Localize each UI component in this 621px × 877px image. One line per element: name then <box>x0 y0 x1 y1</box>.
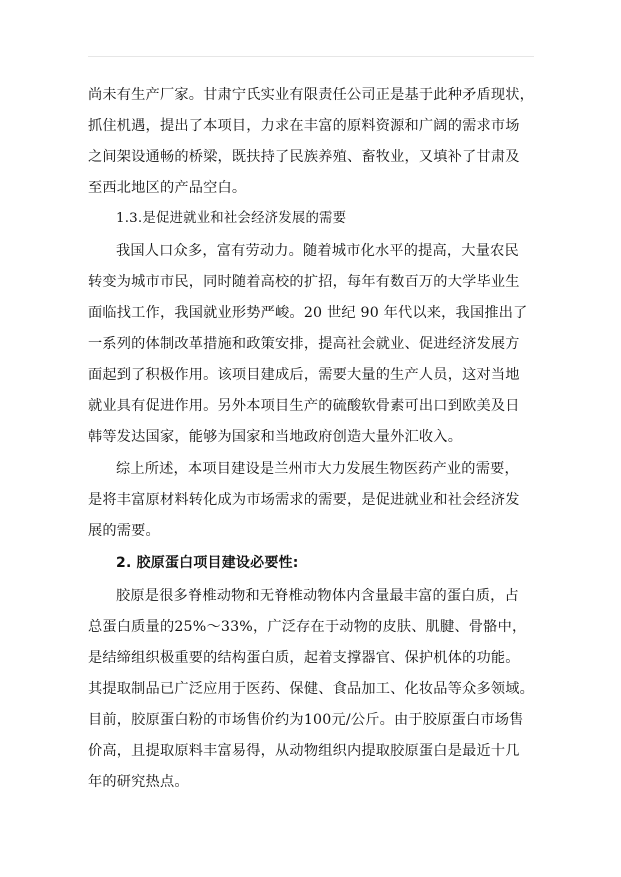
paragraph-line: 其提取制品已广泛应用于医药、保健、食品加工、化妆品等众多领域。 <box>88 681 535 697</box>
paragraph-line: 目前，胶原蛋白粉的市场售价约为100元/公斤。由于胶原蛋白市场售 <box>88 712 524 728</box>
paragraph-line: 面临找工作，我国就业形势严峻。20 世纪 90 年代以来，我国推出了 <box>88 305 528 321</box>
paragraph-line: 展的需要。 <box>88 523 160 539</box>
paragraph-line: 总蛋白质量的25%～33%，广泛存在于动物的皮肤、肌腱、骨骼中， <box>88 619 527 635</box>
paragraph-line: 面起到了积极作用。该项目建成后，需要大量的生产人员，这对当地 <box>88 367 520 383</box>
paragraph-line: 是结缔组织极重要的结构蛋白质，起着支撑器官、保护机体的功能。 <box>88 650 520 666</box>
paragraph-line: 韩等发达国家，能够为国家和当地政府创造大量外汇收入。 <box>88 429 463 445</box>
paragraph-line: 价高，且提取原料丰富易得，从动物组织内提取胶原蛋白是最近十几 <box>88 743 520 759</box>
paragraph-line: 年的研究热点。 <box>88 774 189 790</box>
paragraph-line: 一系列的体制改革措施和政策安排，提高社会就业、促进经济发展方 <box>88 336 520 352</box>
header-rule <box>88 56 534 57</box>
paragraph-line: 之间架设通畅的桥梁，既扶持了民族养殖、畜牧业，又填补了甘肃及 <box>88 149 520 165</box>
paragraph-line: 胶原是很多脊椎动物和无脊椎动物体内含量最丰富的蛋白质，占 <box>116 588 519 604</box>
section-heading-2: 2. 胶原蛋白项目建设必要性: <box>116 555 299 571</box>
paragraph-line: 是将丰富原材料转化成为市场需求的需要，是促进就业和社会经济发 <box>88 492 520 508</box>
section-heading-1-3: 1.3.是促进就业和社会经济发展的需要 <box>116 211 347 226</box>
paragraph-line: 就业具有促进作用。另外本项目生产的硫酸软骨素可出口到欧美及日 <box>88 398 520 414</box>
paragraph-line: 尚未有生产厂家。甘肃宁氏实业有限责任公司正是基于此种矛盾现状， <box>88 87 535 103</box>
paragraph-line: 抓住机遇，提出了本项目，力求在丰富的原料资源和广阔的需求市场 <box>88 118 520 134</box>
paragraph-line: 我国人口众多，富有劳动力。随着城市化水平的提高，大量农民 <box>116 243 519 259</box>
paragraph-line: 至西北地区的产品空白。 <box>88 180 247 196</box>
paragraph-line: 综上所述，本项目建设是兰州市大力发展生物医药产业的需要， <box>116 461 519 477</box>
paragraph-line: 转变为城市市民，同时随着高校的扩招，每年有数百万的大学毕业生 <box>88 274 520 290</box>
